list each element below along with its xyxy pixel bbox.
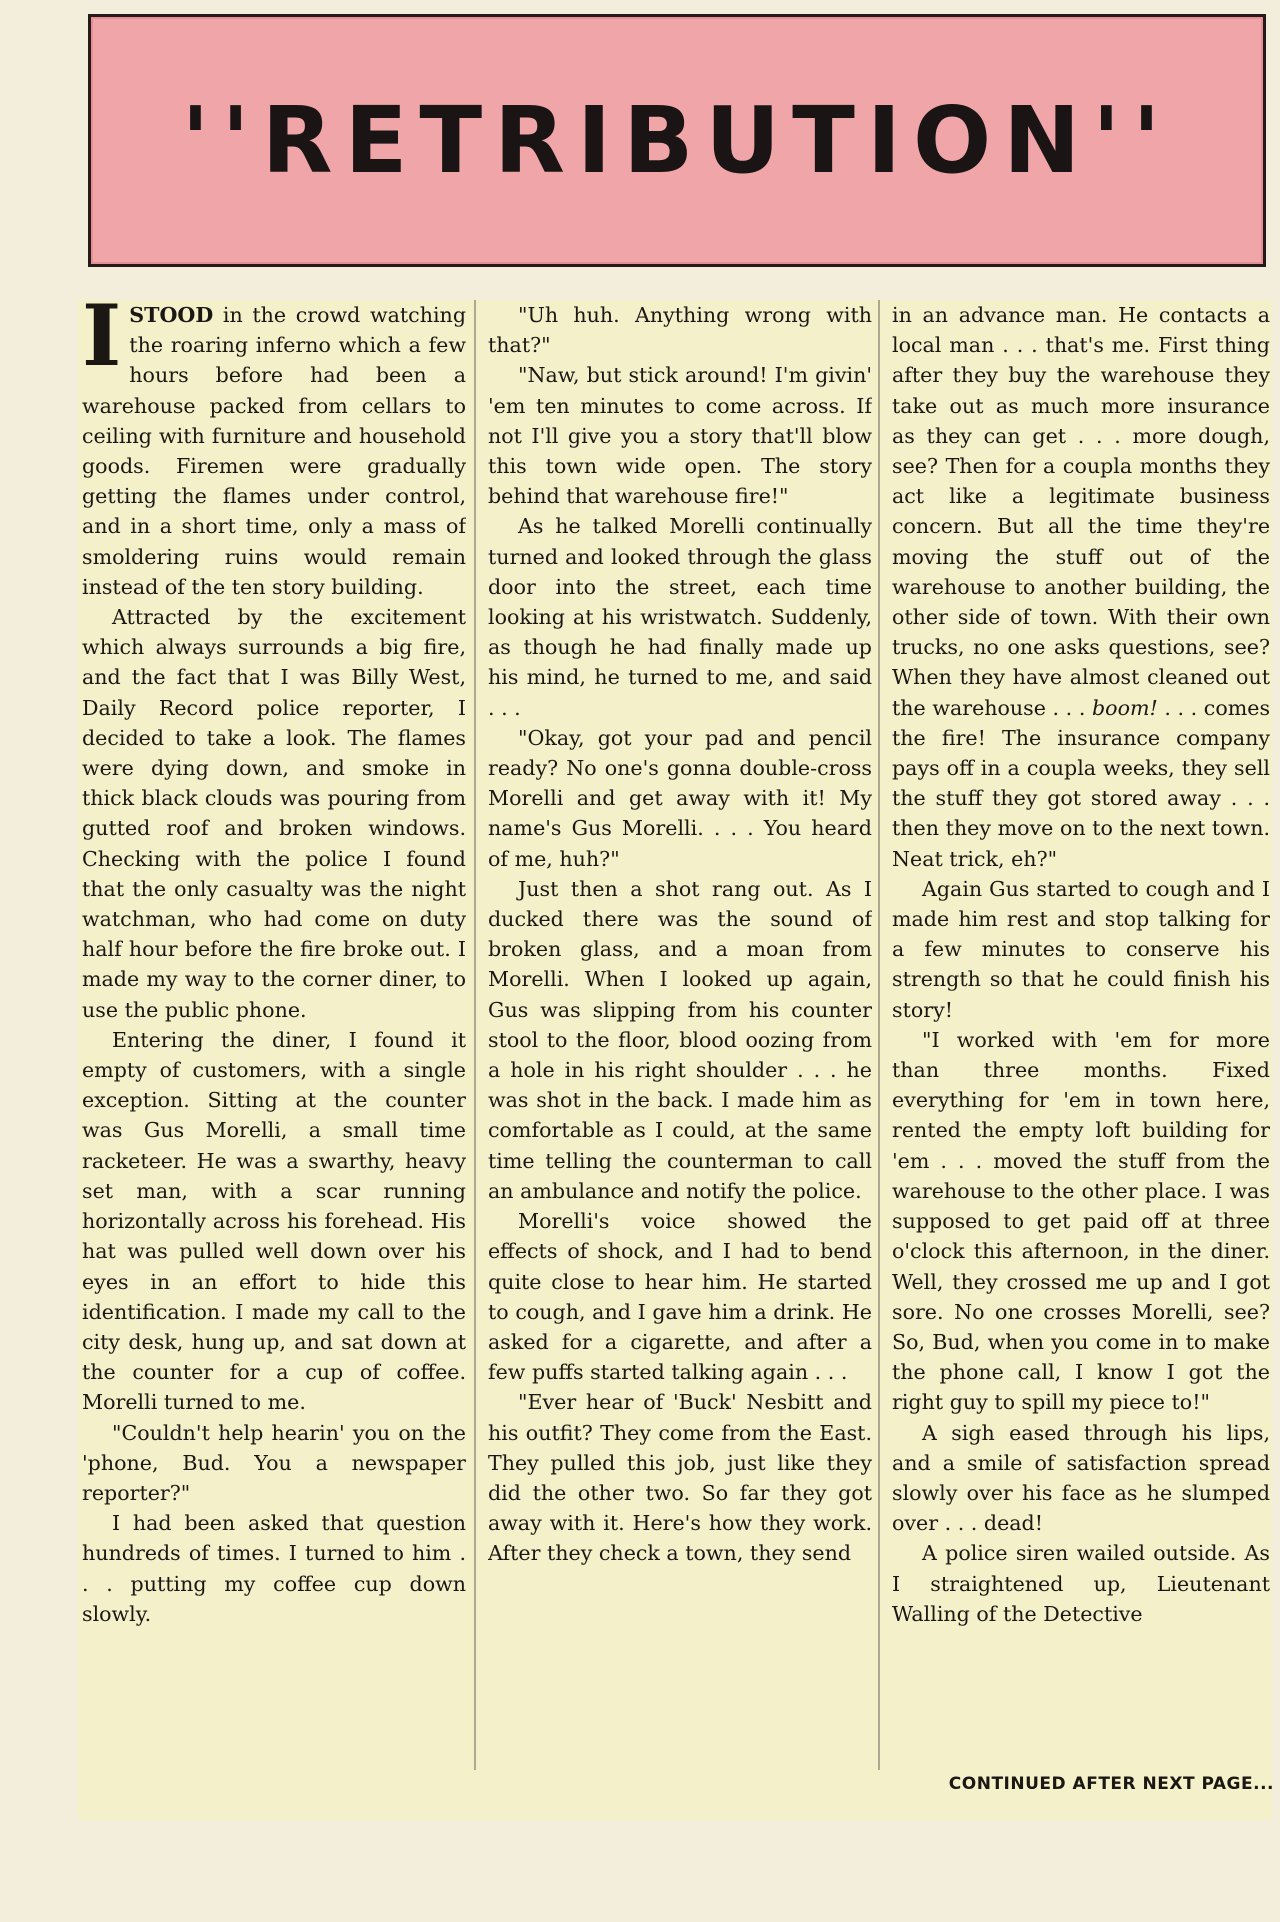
paragraph: "Uh huh. Anything wrong with that?"	[488, 303, 872, 358]
paragraph: "I worked with 'em for more than three months. Fixed everything for 'em in town here, rented the empty loft building for 'em . . . moved the stuff from the warehouse to the other place. I was supposed to get paid off at three o'clock this afternoon, in the diner. Well, they crossed me up and I got sore. No one crosses Morelli, see? So, Bud, when you come in to make the phone call, I know I got the right guy to spill my piece to!"	[892, 1027, 1270, 1415]
drop-cap: I	[82, 300, 122, 385]
paragraph: A police siren wailed outside. As I straightened up, Lieutenant Walling of the Detective	[892, 1541, 1270, 1626]
paragraph: As he talked Morelli continually turned and looked through the glass door into the street, each time looking at his wristwatch. Suddenly, as though he had finally made up his mind, he turned to me, and said . . .	[488, 514, 872, 720]
paragraph: I had been asked that question hundreds of times. I turned to him . . . putting my coffee cup down slowly.	[82, 1511, 466, 1626]
paragraph: Just then a shot rang out. As I ducked there was the sound of broken glass, and a moan from Morelli. When I looked up again, Gus was slipping from his counter stool to the floor, blood oozing from a hole in his right shoulder . . . he was shot in the back. I made him as comfortable as I could, at the same time telling the counterman to call an ambulance and notify the police.	[488, 876, 872, 1203]
paragraph: in an advance man. He contacts a local man . . . that's me. First thing after they buy the warehouse they take out as much more insurance as they can get . . . more dough, see? Then for a coupla months they act like a legitimate business concern. But all the time they're moving the stuff out of the warehouse to another building, the other side of town. With their own trucks, no one asks questions, see? When they have almost cleaned out the warehouse . . . boom! . . . comes the fire! The insurance company pays off in a coupla weeks, they sell the stuff they got stored away . . . then they move on to the next town. Neat trick, eh?"	[892, 303, 1270, 871]
paragraph: "Naw, but stick around! I'm givin' 'em ten minutes to come across. If not I'll give you a story that'll blow this town wide open. The story behind that warehouse fire!"	[488, 363, 872, 509]
column-divider	[474, 300, 476, 1770]
paragraph: "Couldn't help hearin' you on the 'phone, Bud. You a newspaper reporter?"	[82, 1420, 466, 1505]
text-column-2	[488, 300, 872, 1770]
paragraph: "Ever hear of 'Buck' Nesbitt and his outfit? They come from the East. They pulled this job, just like they did the other two. So far they got away with it. Here's how they work. After they check a town, they send	[488, 1390, 872, 1566]
text-column-3	[892, 300, 1270, 1770]
paragraph: "Okay, got your pad and pencil ready? No one's gonna double-cross Morelli and get away with it! My name's Gus Morelli. . . . You heard of me, huh?"	[488, 725, 872, 871]
paragraph: A sigh eased through his lips, and a smile of satisfaction spread slowly over his face as he slumped over . . . dead!	[892, 1420, 1270, 1536]
column-divider	[878, 300, 880, 1770]
text-column-1	[82, 300, 466, 1770]
paragraph: Entering the diner, I found it empty of customers, with a single exception. Sitting at the counter was Gus Morelli, a small time racketeer. He was a swarthy, heavy set man, with a scar running horizontally across his forehead. His hat was pulled well down over his eyes in an effort to hide this identification. I made my call to the city desk, hung up, and sat down at the counter for a cup of coffee. Morelli turned to me.	[82, 1027, 466, 1415]
story-title: ''RETRIBUTION''	[181, 87, 1173, 194]
paragraph: Again Gus started to cough and I made him rest and stop talking for a few minutes to conserve his strength so that he could finish his story!	[892, 876, 1270, 1022]
title-banner	[88, 14, 1266, 267]
lead-word: STOOD	[129, 303, 214, 327]
paragraph: Attracted by the excitement which always surrounds a big fire, and the fact that I was Billy West, Daily Record police reporter, I decided to take a look. The flames were dying down, and smoke in thick black clouds was pouring from gutted roof and broken windows. Checking with the police I found that the only casualty was the night watchman, who had come on duty half hour before the fire broke out. I made my way to the corner diner, to use the public phone.	[82, 605, 466, 1022]
continued-notice: CONTINUED AFTER NEXT PAGE...	[948, 1774, 1274, 1794]
paragraph: Morelli's voice showed the effects of shock, and I had to bend quite close to hear him. He started to cough, and I gave him a drink. He asked for a cigarette, and after a few puffs started talking again . . .	[488, 1209, 872, 1385]
paragraph: ISTOOD in the crowd watching the roaring inferno which a few hours before had been a warehouse packed from cellars to ceiling with furniture and household goods. Firemen were gradually getting the flames under control, and in a short time, only a mass of smoldering ruins would remain instead of the ten story building.	[82, 300, 466, 599]
